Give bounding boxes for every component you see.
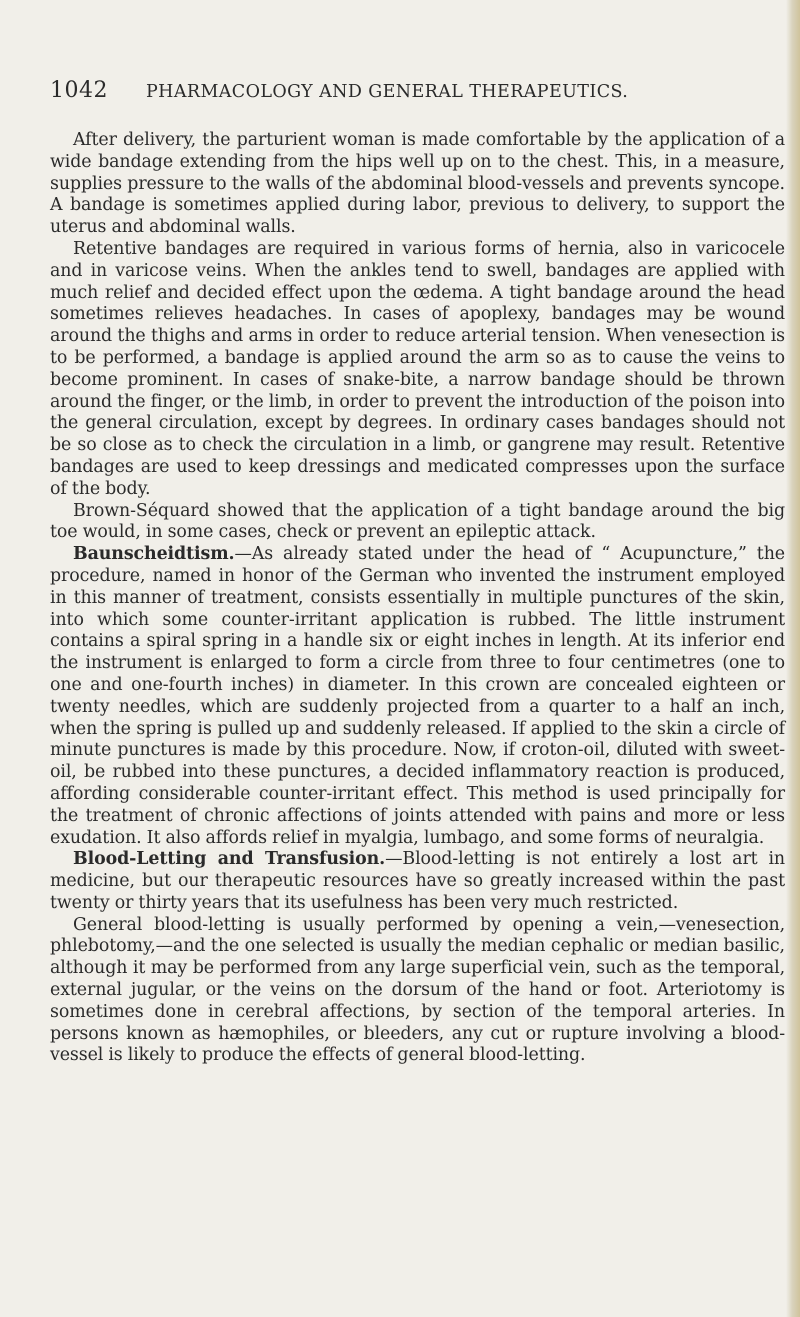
paragraph-baunscheidtism xyxy=(50,544,785,849)
page-edge-shadow xyxy=(786,0,800,1317)
paragraph-text: General blood-letting is usually performed by opening a vein,—venesection, phlebotomy,—and the one selected is usually the median cephalic or median basilic, although it may be performed from any large superficial vein, such as the temporal, external jugular, or the veins on the dorsum of the hand or foot. Arteriotomy is sometimes done in cerebral affections, by section of the temporal arteries. In persons known as hæmophiles, or bleeders, any cut or rupture involving a blood-vessel is likely to produce the effects of general blood-letting. xyxy=(50,914,785,1066)
book-page xyxy=(50,78,785,1067)
paragraph-text: —As already stated under the head of “ Acupuncture,” the procedure, named in honor of the German who invented the instrument employed in this manner of treatment, consists essentially in multiple punctures of the skin, into which some counter-irritant application is rubbed. The little instrument contains a spiral spring in a handle six or eight inches in length. At its inferior end the instrument is enlarged to form a circle from three to four centimetres (one to one and one-fourth inches) in diameter. In this crown are concealed eighteen or twenty needles, which are suddenly projected from a quarter to a half an inch, when the spring is pulled up and suddenly released. If applied to the skin a circle of minute punctures is made by this procedure. Now, if croton-oil, diluted with sweet-oil, be rubbed into these punctures, a decided inflammatory reaction is produced, affording considerable counter-irritant effect. This method is used principally for the treatment of chronic affections of joints attended with pains and more or less exudation. It also affords relief in myalgia, lumbago, and some forms of neuralgia. xyxy=(50,544,785,848)
paragraph-postpartum-bandage xyxy=(50,130,785,239)
paragraph-brown-sequard xyxy=(50,501,785,545)
paragraph-text: —Blood-letting is not entirely a lost art in medicine, but our therapeutic resources have so greatly increased within the past twenty or thirty years that its usefulness has been very much restricted. xyxy=(50,849,785,913)
section-heading-baunscheidtism: Baunscheidtism. xyxy=(73,544,235,565)
page-number: 1042 xyxy=(50,78,108,103)
paragraph-text: Retentive bandages are required in various forms of hernia, also in varicocele and in varicose veins. When the ankles tend to swell, bandages are applied with much relief and decided effect upon the œdema. A tight bandage around the head sometimes relieves headaches. In cases of apoplexy, bandages may be wound around the thighs and arms in order to reduce arterial tension. When venesection is to be performed, a bandage is applied around the arm so as to cause the veins to become prominent. In cases of snake-bite, a narrow bandage should be thrown around the finger, or the limb, in order to prevent the introduction of the poison into the general circulation, except by degrees. In ordinary cases bandages should not be so close as to check the circulation in a limb, or gangrene may result. Retentive bandages are used to keep dressings and medicated compresses upon the surface of the body. xyxy=(50,238,785,499)
paragraph-text: After delivery, the parturient woman is made comfortable by the application of a wide bandage extending from the hips well up on to the chest. This, in a measure, supplies pressure to the walls of the abdominal blood-vessels and prevents syncope. A bandage is sometimes applied during labor, previous to delivery, to support the uterus and abdominal walls. xyxy=(50,130,785,238)
paragraph-text: Brown-Séquard showed that the application of a tight bandage around the big toe would, in some cases, check or prevent an epileptic attack. xyxy=(50,500,785,543)
page-header xyxy=(50,78,785,110)
running-head: PHARMACOLOGY AND GENERAL THERAPEUTICS. xyxy=(146,82,629,102)
paragraph-general-blood-letting xyxy=(50,915,785,1068)
paragraph-retentive-bandages xyxy=(50,239,785,501)
body-text xyxy=(50,130,785,1067)
section-heading-blood-letting: Blood-Letting and Transfusion. xyxy=(73,849,386,870)
paragraph-blood-letting xyxy=(50,849,785,914)
